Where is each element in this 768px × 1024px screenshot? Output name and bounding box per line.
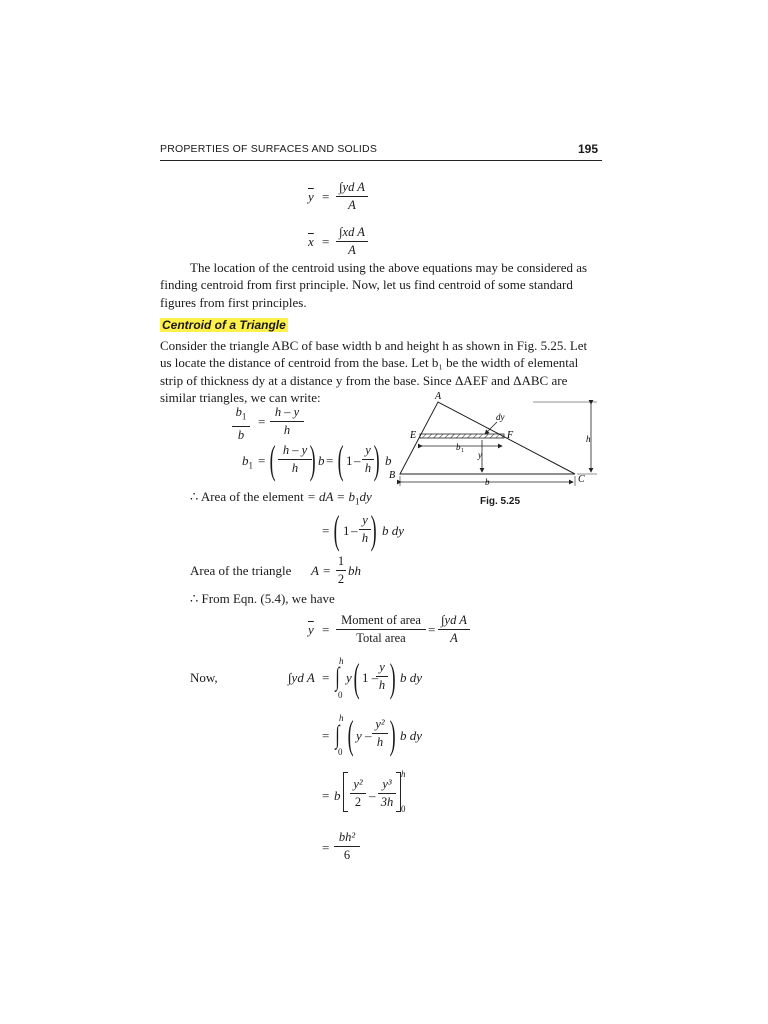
- label-E: E: [410, 430, 417, 441]
- y3-over-3h-fraction: y³ 3h: [378, 777, 396, 810]
- area-triangle-label: Area of the triangle: [190, 563, 292, 578]
- b-factor: b: [334, 788, 341, 803]
- header-rule: [160, 160, 602, 161]
- left-paren: (: [353, 655, 360, 700]
- equals-sign: =: [322, 622, 330, 637]
- left-paren: (: [337, 437, 344, 482]
- y2-over-2-fraction: y² 2: [350, 777, 366, 810]
- area-element-eq: = dA = b: [306, 489, 355, 504]
- equals-sign: =: [322, 523, 330, 538]
- left-paren: (: [347, 712, 354, 757]
- y-over-h-fraction: y h: [376, 660, 388, 693]
- body-line: strip of thickness dy at a distance y from the base. Since ΔAEF and ΔABC are: [160, 372, 568, 388]
- y-minus: y –: [356, 728, 372, 743]
- left-paren: (: [333, 507, 340, 552]
- area-element-label: Area of the element: [200, 489, 304, 504]
- label-y: y: [478, 450, 482, 460]
- xbar-numerator: ∫xd A: [339, 225, 365, 239]
- y2-over-h-fraction: y² h: [372, 717, 388, 750]
- intro-line: finding centroid from first principle. Now, let us find centroid of some standard: [160, 277, 573, 293]
- b1-lhs: $b_1$: [242, 453, 253, 471]
- b-symbol: b: [385, 453, 392, 468]
- h-minus-y-over-h-fraction: h – y h: [270, 405, 304, 438]
- figure-caption: Fig. 5.25: [480, 496, 521, 507]
- area-element-line: ∴ Area of the element = dA = $b_1dy$: [190, 489, 372, 507]
- label-F: F: [507, 430, 514, 441]
- equals-sign: =: [258, 453, 266, 468]
- b1-symbol: b: [235, 405, 242, 419]
- integral-sign: ∫: [335, 662, 340, 691]
- equals-sign: =: [258, 414, 266, 429]
- equals-sign: =: [322, 840, 330, 855]
- area-symbol: A: [311, 563, 319, 578]
- xbar-fraction: [336, 225, 368, 258]
- therefore-symbol: ∴: [190, 489, 199, 504]
- body-line: similar triangles, we can write:: [160, 389, 321, 405]
- page-number: 195: [578, 142, 599, 156]
- right-paren: ): [389, 655, 396, 700]
- y-over-h-fraction: y h: [362, 443, 374, 476]
- label-b1: b: [456, 442, 461, 452]
- triangle-figure: [385, 390, 610, 490]
- intro-paragraph: [160, 259, 602, 311]
- equals-sign: =: [322, 728, 330, 743]
- label-b: b: [485, 477, 490, 487]
- upper-limit: h: [401, 769, 406, 779]
- minus: –: [369, 788, 376, 803]
- b1-over-b-fraction: $b_1$ b: [232, 405, 250, 443]
- section-heading: Centroid of a Triangle: [162, 318, 286, 332]
- ybar-fraction: [336, 180, 368, 213]
- lower-limit: 0: [401, 804, 406, 814]
- one: 1: [346, 453, 353, 468]
- minus: –: [354, 453, 361, 468]
- b-symbol: b: [237, 427, 245, 442]
- equals-sign: =: [322, 189, 330, 204]
- one-minus: 1 –: [362, 670, 379, 685]
- intro-line: figures from first principles.: [160, 294, 307, 310]
- label-h: h: [586, 434, 591, 444]
- ybar-symbol: $\overline{y}$: [308, 622, 314, 637]
- h-minus-y-over-h-fraction: h – y h: [278, 443, 312, 476]
- body-line: us locate the distance of centroid from the base. Let b₁ be the width of elemental: [160, 355, 579, 371]
- equals-sign: =: [322, 234, 330, 249]
- elemental-strip: [420, 434, 504, 438]
- bh-symbol: bh: [348, 563, 361, 578]
- one-half-fraction: 1 2: [337, 554, 345, 586]
- right-paren: ): [309, 437, 316, 482]
- ybar-numerator: ∫yd A: [339, 180, 365, 194]
- right-paren: ): [373, 437, 380, 482]
- right-paren: ): [389, 712, 396, 757]
- b-dy-tail: b dy: [400, 670, 423, 685]
- moment-over-total-fraction: Moment of area Total area: [336, 613, 426, 646]
- body-line: Consider the triangle ABC of base width b and height h as shown in Fig. 5.25. Let: [160, 338, 588, 353]
- one: 1: [343, 523, 350, 538]
- running-title: PROPERTIES OF SURFACES AND SOLIDS: [160, 143, 378, 155]
- equals-sign: =: [428, 622, 436, 637]
- ydA-over-A-fraction: ∫yd A A: [438, 613, 470, 646]
- b-dy-tail: b dy: [400, 728, 423, 743]
- label-B: B: [389, 470, 396, 481]
- xbar-symbol: $\overline{x}$: [308, 234, 314, 249]
- integral-ydA: ∫yd A: [288, 670, 315, 685]
- b-symbol: b: [318, 453, 325, 468]
- lower-limit: 0: [338, 747, 343, 757]
- minus: –: [351, 523, 358, 538]
- lower-limit: 0: [338, 690, 343, 700]
- ybar-symbol: $\overline{y}$: [308, 189, 314, 204]
- label-b1-sub: 1: [461, 448, 464, 454]
- y-factor: y: [346, 670, 352, 685]
- intro-line: The location of the centroid using the above equations may be considered as: [190, 260, 588, 275]
- b-dy-tail: b dy: [382, 523, 405, 538]
- equals-sign: =: [326, 453, 334, 468]
- label-A: A: [435, 391, 442, 402]
- right-paren: ): [370, 507, 377, 552]
- upper-limit: h: [339, 656, 344, 666]
- left-bracket: [343, 772, 348, 812]
- ybar-denominator: A: [348, 198, 356, 212]
- equals-sign: =: [323, 563, 331, 578]
- from-eqn-line: ∴ From Eqn. (5.4), we have: [190, 591, 335, 606]
- integral-sign: ∫: [335, 720, 340, 749]
- equals-sign: =: [322, 670, 330, 685]
- equals-sign: =: [322, 788, 330, 803]
- xbar-denominator: A: [348, 243, 356, 257]
- y-over-h-fraction: y h: [359, 513, 371, 546]
- label-dy: dy: [496, 412, 505, 422]
- upper-limit: h: [339, 713, 344, 723]
- now-label: Now,: [190, 670, 218, 685]
- bh2-over-6-fraction: bh² 6: [334, 830, 360, 863]
- label-C: C: [578, 474, 585, 485]
- left-paren: (: [269, 437, 276, 482]
